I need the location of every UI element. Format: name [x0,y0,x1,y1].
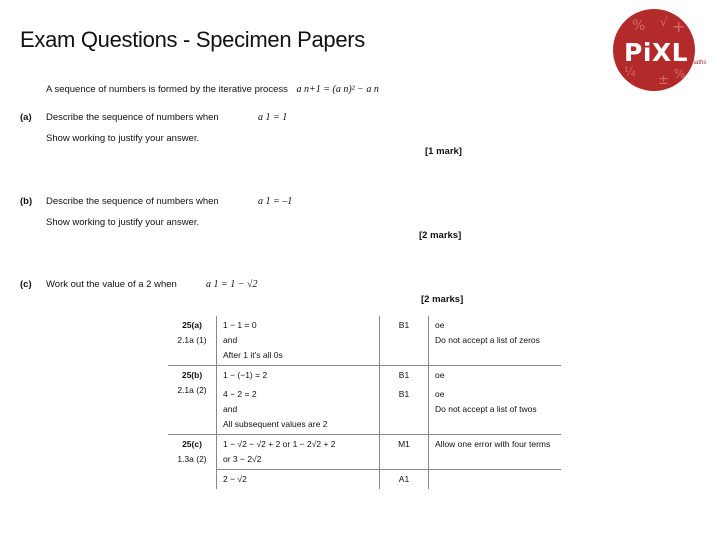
answer-line: 1 − 1 = 0 [223,320,257,330]
answer-line: After 1 it's all 0s [223,350,283,360]
answer-line: or 3 − 2√2 [223,454,262,464]
part-b-condition: a 1 = –1 [258,196,293,207]
part-b-marks: [2 marks] [419,230,462,241]
part-a-label: (a) [20,112,32,123]
ao-ref: 1.3a (2) [177,454,207,464]
svg-text:√: √ [660,15,668,29]
mark-scheme-table [168,316,561,489]
answer-line: 1 − √2 − √2 + 2 or 1 − 2√2 + 2 [223,439,336,449]
part-c-condition: a 1 = 1 − √2 [206,279,258,290]
part-b-label: (b) [20,196,33,207]
table-row [168,366,561,386]
comment-line: Allow one error with four terms [429,435,562,470]
comment-line [429,470,562,490]
mark-code: B1 [380,316,429,366]
table-row [168,470,561,490]
answer-line: and [223,404,238,414]
table-row [168,385,561,435]
part-c-text: Work out the value of a 2 when [46,279,177,290]
comment-line: oe [435,320,445,330]
svg-text:%: % [674,67,686,81]
svg-text:¼: ¼ [624,65,636,79]
ao-ref: 2.1a (1) [177,335,207,345]
logo-wordmark: PiXL [624,38,689,67]
part-b-working: Show working to justify your answer. [46,217,200,228]
part-a-marks: [1 mark] [425,146,462,157]
logo-subtitle: maths [690,60,707,66]
comment-line: oe [429,366,562,386]
part-c-marks: [2 marks] [421,294,464,305]
question-ref: 25(b) [181,370,203,380]
part-a-condition: a 1 = 1 [258,112,288,123]
svg-text:±: ± [658,73,669,88]
comment-line: oe [435,389,445,399]
answer-line: 2 − √2 [217,470,380,490]
comment-line: Do not accept a list of zeros [435,335,540,345]
slide-title: Exam Questions - Specimen Papers [20,27,365,52]
part-a-text: Describe the sequence of numbers when [46,112,219,123]
table-row [168,435,561,470]
mark-code: B1 [380,366,429,386]
part-b-text: Describe the sequence of numbers when [46,196,219,207]
intro-text: A sequence of numbers is formed by the iterative process a n+1 = (a n)² − a n [46,84,379,95]
part-c-label: (c) [20,279,32,290]
ao-ref: 2.1a (2) [177,385,207,395]
question-ref: 25(c) [182,439,202,449]
answer-line: 1 − (−1) = 2 [217,366,380,386]
part-a-working: Show working to justify your answer. [46,133,200,144]
answer-line: and [223,335,238,345]
table-row [168,316,561,366]
mark-code: A1 [380,470,429,490]
answer-line: All subsequent values are 2 [223,419,328,429]
comment-line: Do not accept a list of twos [435,404,537,414]
intro-formula: a n+1 = (a n)² − a n [296,84,379,95]
answer-line: 4 − 2 = 2 [223,389,257,399]
mark-code: B1 [380,385,429,435]
mark-code: M1 [380,435,429,470]
svg-text:%: % [632,18,646,34]
svg-text:+: + [672,17,686,36]
question-ref: 25(a) [182,320,202,330]
